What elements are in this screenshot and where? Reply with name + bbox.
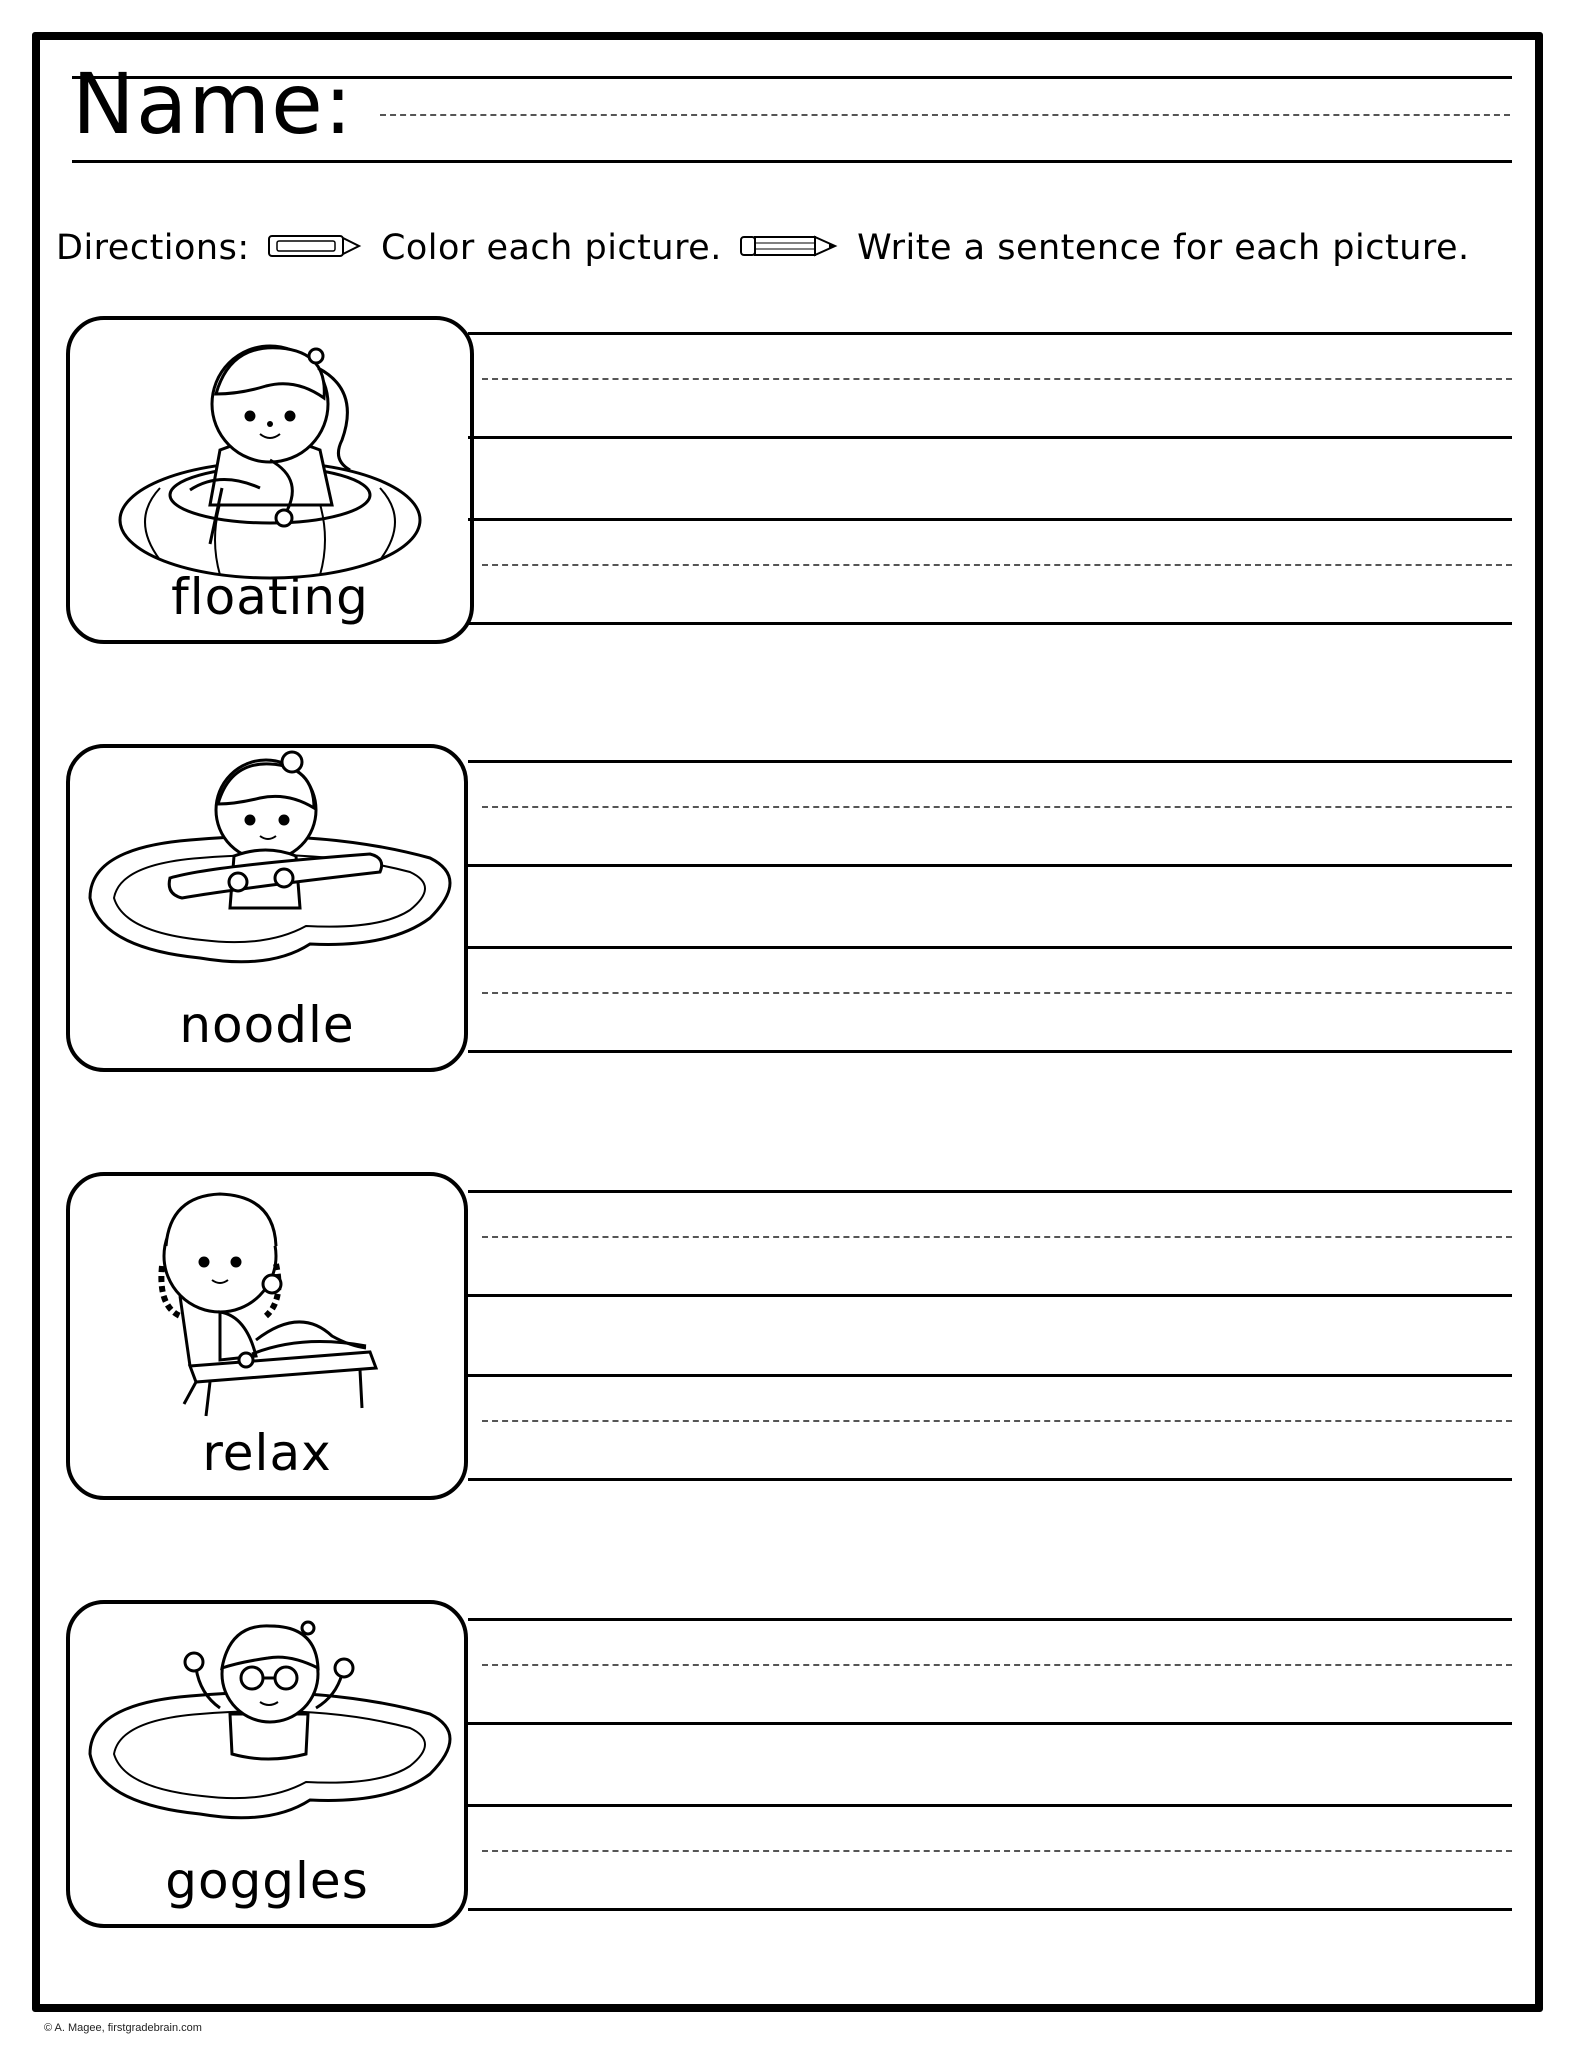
- copyright-footer: © A. Magee, firstgradebrain.com: [44, 2022, 202, 2034]
- writing-line[interactable]: [468, 332, 1512, 335]
- girl-with-pool-noodle-illustration: [70, 748, 472, 1008]
- writing-line[interactable]: [468, 760, 1512, 763]
- card-word: goggles: [165, 1852, 369, 1910]
- writing-line[interactable]: [468, 436, 1512, 439]
- writing-line[interactable]: [468, 946, 1512, 949]
- card-word: relax: [202, 1424, 332, 1482]
- name-write-line[interactable]: [72, 160, 1512, 163]
- writing-line[interactable]: [468, 1050, 1512, 1053]
- directions-write-text: Write a sentence for each picture.: [857, 228, 1470, 268]
- name-mid-line: [380, 114, 1510, 116]
- picture-card-noodle: [66, 744, 468, 1072]
- directions-color-text: Color each picture.: [380, 228, 722, 268]
- writing-line[interactable]: [468, 1190, 1512, 1193]
- crayon-icon: [267, 229, 363, 269]
- writing-line[interactable]: [468, 1722, 1512, 1725]
- directions-lead: Directions:: [56, 228, 250, 268]
- picture-card-goggles: [66, 1600, 468, 1928]
- girl-in-swim-ring-illustration: [70, 320, 478, 580]
- boy-with-goggles-in-pool-illustration: [70, 1604, 472, 1864]
- card-word: noodle: [179, 996, 355, 1054]
- writing-guide-dashed: [482, 1664, 1512, 1666]
- writing-line[interactable]: [468, 1374, 1512, 1377]
- picture-card-floating: [66, 316, 474, 644]
- writing-guide-dashed: [482, 992, 1512, 994]
- writing-guide-dashed: [482, 1850, 1512, 1852]
- pencil-icon: [739, 229, 839, 269]
- name-label: Name:: [72, 55, 354, 153]
- writing-guide-dashed: [482, 378, 1512, 380]
- directions: [56, 228, 1470, 269]
- writing-line[interactable]: [468, 864, 1512, 867]
- writing-guide-dashed: [482, 806, 1512, 808]
- girl-on-lounge-chair-illustration: [70, 1176, 472, 1436]
- writing-line[interactable]: [468, 518, 1512, 521]
- writing-line[interactable]: [468, 1618, 1512, 1621]
- writing-line[interactable]: [468, 1804, 1512, 1807]
- card-word: floating: [171, 568, 369, 626]
- writing-guide-dashed: [482, 564, 1512, 566]
- writing-line[interactable]: [468, 1478, 1512, 1481]
- writing-line[interactable]: [468, 1294, 1512, 1297]
- writing-line[interactable]: [468, 622, 1512, 625]
- picture-card-relax: [66, 1172, 468, 1500]
- writing-guide-dashed: [482, 1236, 1512, 1238]
- writing-line[interactable]: [468, 1908, 1512, 1911]
- writing-guide-dashed: [482, 1420, 1512, 1422]
